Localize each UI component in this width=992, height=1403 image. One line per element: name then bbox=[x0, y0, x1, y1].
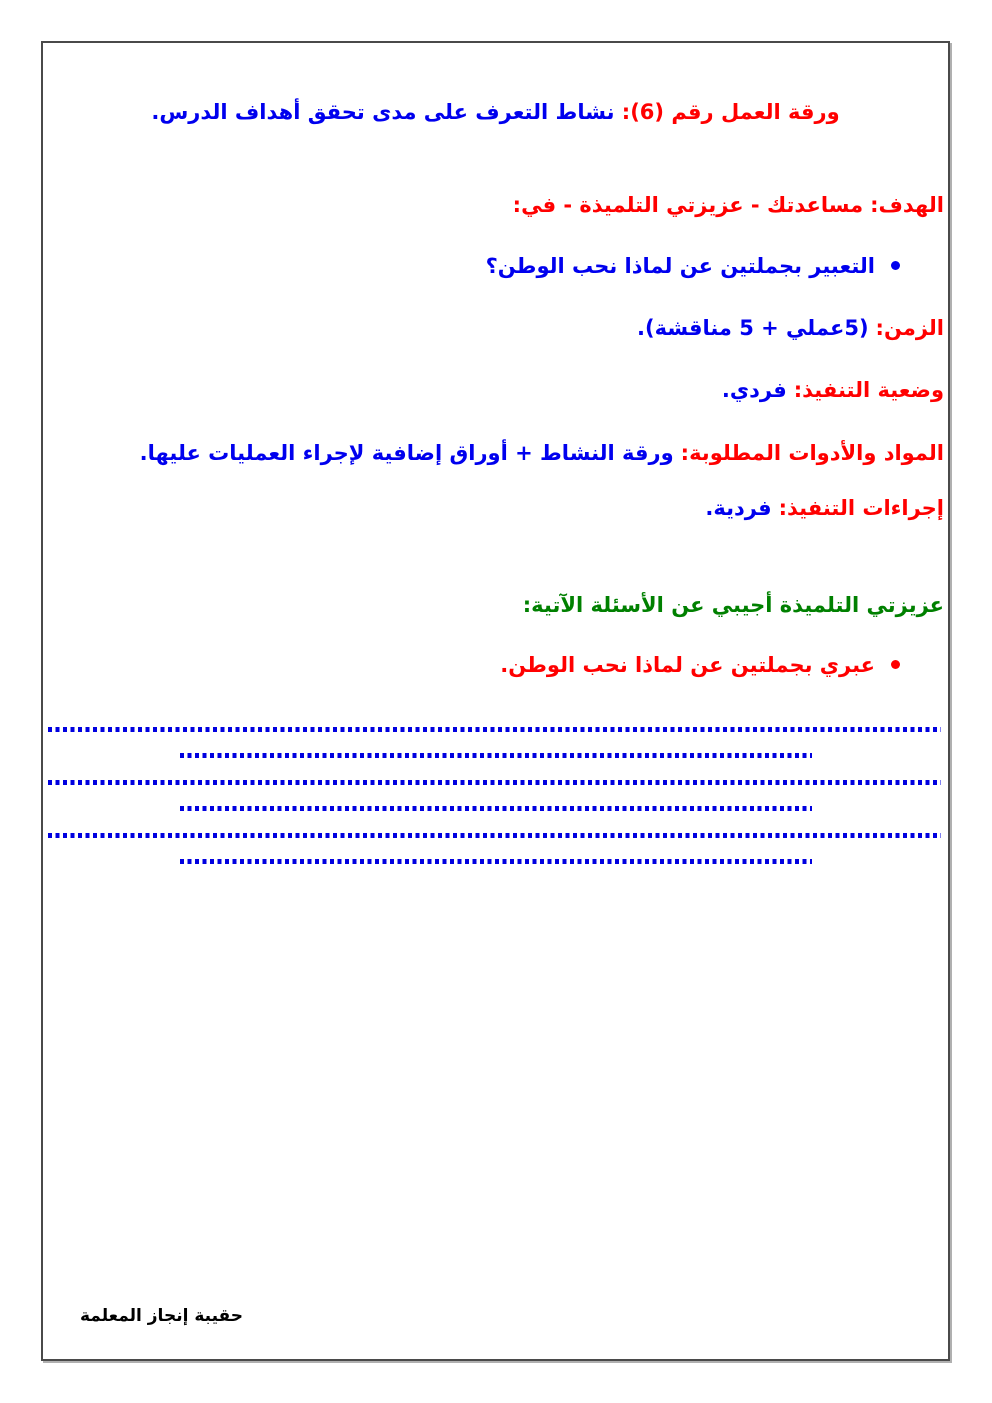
objective-bullet-item bbox=[47, 251, 900, 281]
time-line bbox=[47, 313, 944, 343]
page-title-text: نشاط التعرف على مدى تحقق أهداف الدرس. bbox=[151, 100, 615, 124]
procedures-value: فردية. bbox=[705, 496, 772, 520]
answer-line[interactable] bbox=[48, 833, 941, 838]
instruction-line bbox=[47, 590, 944, 620]
objective-label: الهدف: bbox=[870, 193, 944, 217]
execution-mode-value: فردي. bbox=[721, 378, 787, 402]
execution-mode-line bbox=[47, 375, 944, 405]
objective-bullet-text: التعبير بجملتين عن لماذا نحب الوطن؟ bbox=[485, 254, 875, 278]
page-title bbox=[43, 96, 948, 128]
procedures-line bbox=[47, 493, 944, 523]
time-label: الزمن: bbox=[875, 316, 944, 340]
answer-line[interactable] bbox=[48, 727, 941, 732]
bullet-icon bbox=[891, 261, 900, 270]
execution-mode-label: وضعية التنفيذ: bbox=[793, 378, 944, 402]
task-bullet-text: عبري بجملتين عن لماذا نحب الوطن. bbox=[500, 653, 875, 677]
materials-label: المواد والأدوات المطلوبة: bbox=[680, 441, 944, 465]
task-bullet-item bbox=[47, 650, 900, 680]
objective-text: مساعدتك - عزيزتي التلميذة - في: bbox=[512, 193, 864, 217]
answer-line[interactable] bbox=[48, 780, 941, 785]
instruction-text: عزيزتي التلميذة أجيبي عن الأسئلة الآتية: bbox=[522, 593, 944, 617]
answer-line[interactable] bbox=[180, 806, 812, 811]
page-title-number: ورقة العمل رقم (6): bbox=[621, 100, 840, 124]
procedures-label: إجراءات التنفيذ: bbox=[778, 496, 944, 520]
answer-line[interactable] bbox=[180, 859, 812, 864]
footer-text: حقيبة إنجاز المعلمة bbox=[80, 1306, 243, 1326]
bullet-icon bbox=[891, 660, 900, 669]
answer-line[interactable] bbox=[180, 753, 812, 758]
time-value: (5عملي + 5 مناقشة). bbox=[637, 316, 869, 340]
objective-line bbox=[47, 190, 944, 220]
worksheet-page bbox=[41, 41, 950, 1361]
materials-line bbox=[47, 438, 944, 468]
materials-value: ورقة النشاط + أوراق إضافية لإجراء العمليات عليها. bbox=[139, 441, 674, 465]
